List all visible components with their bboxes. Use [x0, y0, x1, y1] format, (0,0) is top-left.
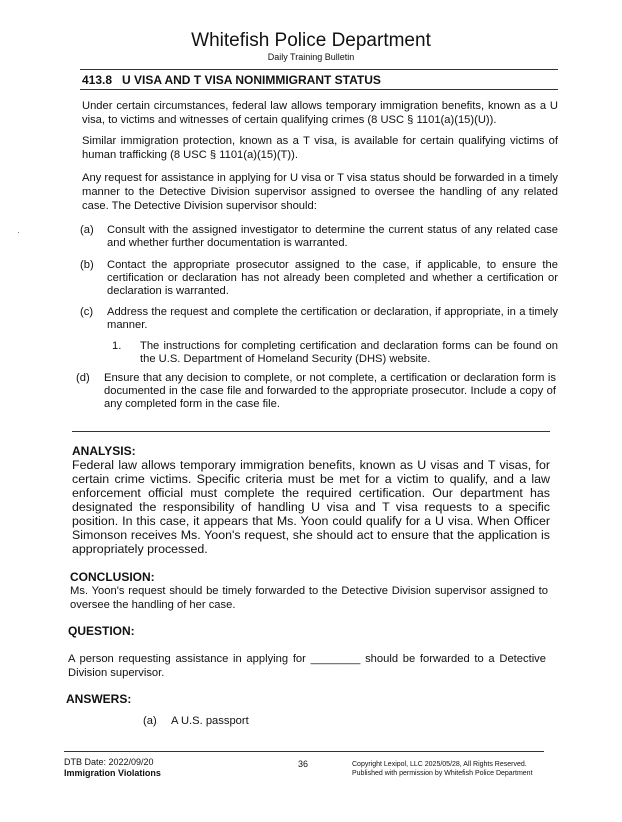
list-item-d: Ensure that any decision to complete, or not complete, a certification or declaration form is documented in the case file and forwarded to the appropriate prosecutor. Include a copy of any completed form in the case file.: [104, 372, 556, 410]
department-title: Whitefish Police Department: [191, 30, 431, 51]
footer-date: DTB Date: 2022/09/20: [64, 757, 154, 767]
header-rule: [80, 69, 558, 70]
question-heading: QUESTION:: [68, 624, 135, 638]
list-item-c: Address the request and complete the certification or declaration, if appropriate, in a timely manner.: [107, 306, 558, 331]
section-number: 413.8: [82, 73, 113, 87]
item-letter-d: (d): [76, 372, 90, 384]
scan-speck: [18, 232, 19, 233]
footer-topic: Immigration Violations: [64, 768, 161, 778]
subitem-number: 1.: [112, 340, 122, 352]
footer-permission: Published with permission by Whitefish Police Department: [352, 770, 533, 777]
conclusion-text: Ms. Yoon's request should be timely forwarded to the Detective Division supervisor assigned to oversee the handling of her case.: [70, 585, 548, 611]
list-item-b: Contact the appropriate prosecutor assigned to the case, if applicable, to ensure the certification or declaration has not already been completed and whether a certification or declaration is warranted.: [107, 259, 558, 297]
bulletin-subtitle: Daily Training Bulletin: [267, 52, 355, 62]
conclusion-heading: CONCLUSION:: [70, 570, 155, 584]
analysis-heading: ANALYSIS:: [72, 444, 136, 458]
content-divider: [72, 431, 550, 432]
page-number: 36: [298, 759, 309, 769]
paragraph-u-visa: Under certain circumstances, federal law allows temporary immigration benefits, known as a U visa, to victims and witnesses of certain qualifying crimes (8 USC § 1101(a)(15)(U)).: [82, 100, 558, 126]
footer-copyright: Copyright Lexipol, LLC 2025/05/28, All Rights Reserved.: [352, 761, 527, 768]
section-title: U VISA AND T VISA NONIMMIGRANT STATUS: [122, 73, 381, 87]
item-letter-c: (c): [80, 306, 94, 318]
section-rule: [80, 89, 558, 90]
question-text: A person requesting assistance in applying for ________ should be forwarded to a Detective Division supervisor.: [68, 653, 546, 679]
item-letter-a: (a): [80, 224, 94, 236]
answer-option-a-letter: (a): [143, 715, 157, 727]
sub-list-item-1: The instructions for completing certification and declaration forms can be found on the U.S. Department of Homeland Security (DHS) website.: [140, 340, 558, 365]
item-letter-b: (b): [80, 259, 94, 271]
paragraph-t-visa: Similar immigration protection, known as a T visa, is available for certain qualifying victims of human trafficking (8 USC § 1101(a)(15)(T)).: [82, 135, 558, 161]
answer-option-a: A U.S. passport: [171, 715, 249, 727]
section-heading: [82, 73, 381, 87]
paragraph-request: Any request for assistance in applying for U visa or T visa status should be forwarded in a timely manner to the Detective Division supervisor assigned to oversee the handling of any related case. The Detective Division supervisor should:: [82, 172, 558, 212]
answers-heading: ANSWERS:: [66, 692, 132, 706]
list-item-a: Consult with the assigned investigator to determine the current status of any related case and whether further documentation is warranted.: [107, 224, 558, 249]
analysis-text: Federal law allows temporary immigration benefits, known as U visas and T visas, for certain crime victims. Specific criteria must be met for a victim to qualify, and a law enforcement official must complete the required certification. Our department has designated the responsibility of handling U visa and T visa requests to a specific position. In this case, it appears that Ms. Yoon could qualify for a U visa. When Officer Simonson receives Ms. Yoon's request, she should act to ensure that the application is appropriately processed.: [72, 458, 550, 556]
footer-rule: [64, 751, 544, 752]
